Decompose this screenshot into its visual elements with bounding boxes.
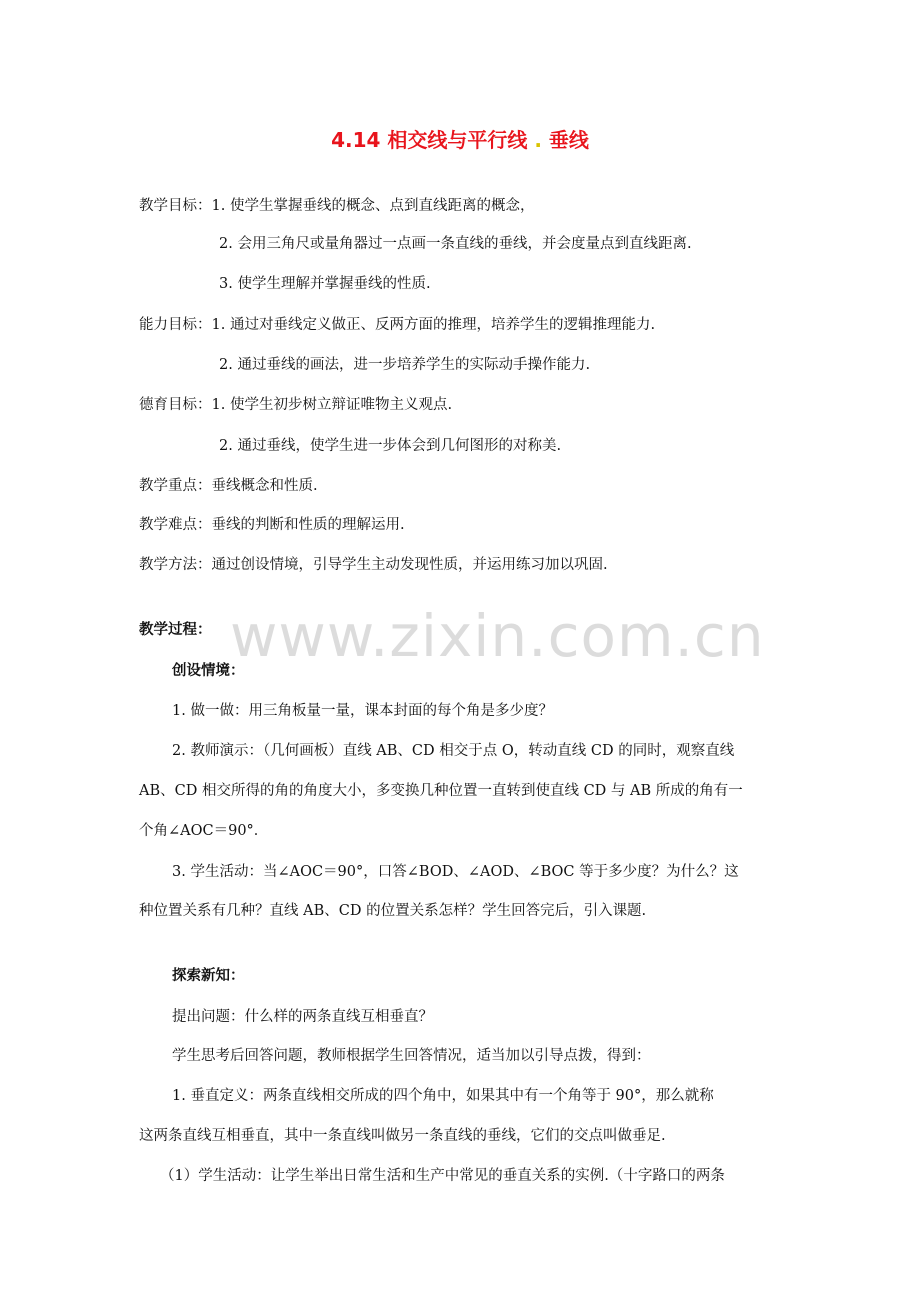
definition-perpendicular-cont: 这两条直线互相垂直，其中一条直线叫做另一条直线的垂线，它们的交点叫做垂足. <box>139 1128 666 1144</box>
title-main: 4.14 相交线与平行线 <box>331 128 535 152</box>
title-dot: . <box>534 128 542 152</box>
section-heading-explore: 探索新知： <box>172 968 245 984</box>
section-heading-process: 教学过程： <box>139 622 212 638</box>
scenario-item-3: 3. 学生活动：当∠AOC＝90°，口答∠BOD、∠AOD、∠BOC 等于多少度？为什么？这 <box>172 864 739 880</box>
scenario-item-1: 1. 做一做：用三角板量一量，课本封面的每个角是多少度？ <box>172 703 553 719</box>
teaching-focus: 教学重点：垂线概念和性质. <box>139 478 318 494</box>
goal-teaching-2: 2. 会用三角尺或量角器过一点画一条直线的垂线，并会度量点到直线距离. <box>219 236 692 252</box>
document-title <box>0 124 920 153</box>
scenario-item-3-cont: 种位置关系有几种？直线 AB、CD 的位置关系怎样？学生回答完后，引入课题. <box>139 903 647 919</box>
scenario-item-2: 2. 教师演示：（几何画板）直线 AB、CD 相交于点 O，转动直线 CD 的同时，观察直线 <box>172 743 735 759</box>
goal-ability-2: 2. 通过垂线的画法，进一步培养学生的实际动手操作能力. <box>219 357 591 373</box>
section-heading-scenario: 创设情境： <box>172 663 245 679</box>
goal-ability-1: 能力目标：1. 通过对垂线定义做正、反两方面的推理，培养学生的逻辑推理能力. <box>139 317 656 333</box>
definition-perpendicular: 1. 垂直定义：两条直线相交所成的四个角中，如果其中有一个角等于 90°，那么就称 <box>172 1088 714 1104</box>
goal-moral-2: 2. 通过垂线，使学生进一步体会到几何图形的对称美. <box>219 438 562 454</box>
scenario-item-2-cont: AB、CD 相交所得的角的角度大小，多变换几种位置一直转到使直线 CD 与 AB 所成的角有一 <box>139 783 743 799</box>
explore-question: 提出问题：什么样的两条直线互相垂直？ <box>172 1009 433 1025</box>
scenario-item-2-end: 个角∠AOC＝90°． <box>139 823 269 839</box>
watermark: www.zixin.com.cn <box>230 602 765 670</box>
goal-teaching-3: 3. 使学生理解并掌握垂线的性质. <box>219 276 431 292</box>
explore-guidance: 学生思考后回答问题，教师根据学生回答情况，适当加以引导点拨，得到： <box>172 1048 651 1064</box>
goal-teaching-1: 教学目标：1. 使学生掌握垂线的概念、点到直线距离的概念， <box>139 198 535 214</box>
teaching-method: 教学方法：通过创设情境，引导学生主动发现性质，并运用练习加以巩固. <box>139 557 608 573</box>
student-activity-1: （1）学生活动：让学生举出日常生活和生产中常见的垂直关系的实例.（十字路口的两条 <box>160 1168 725 1184</box>
title-tail: 垂线 <box>541 128 589 152</box>
teaching-difficulty: 教学难点：垂线的判断和性质的理解运用. <box>139 517 405 533</box>
goal-moral-1: 德育目标：1. 使学生初步树立辩证唯物主义观点. <box>139 397 453 413</box>
